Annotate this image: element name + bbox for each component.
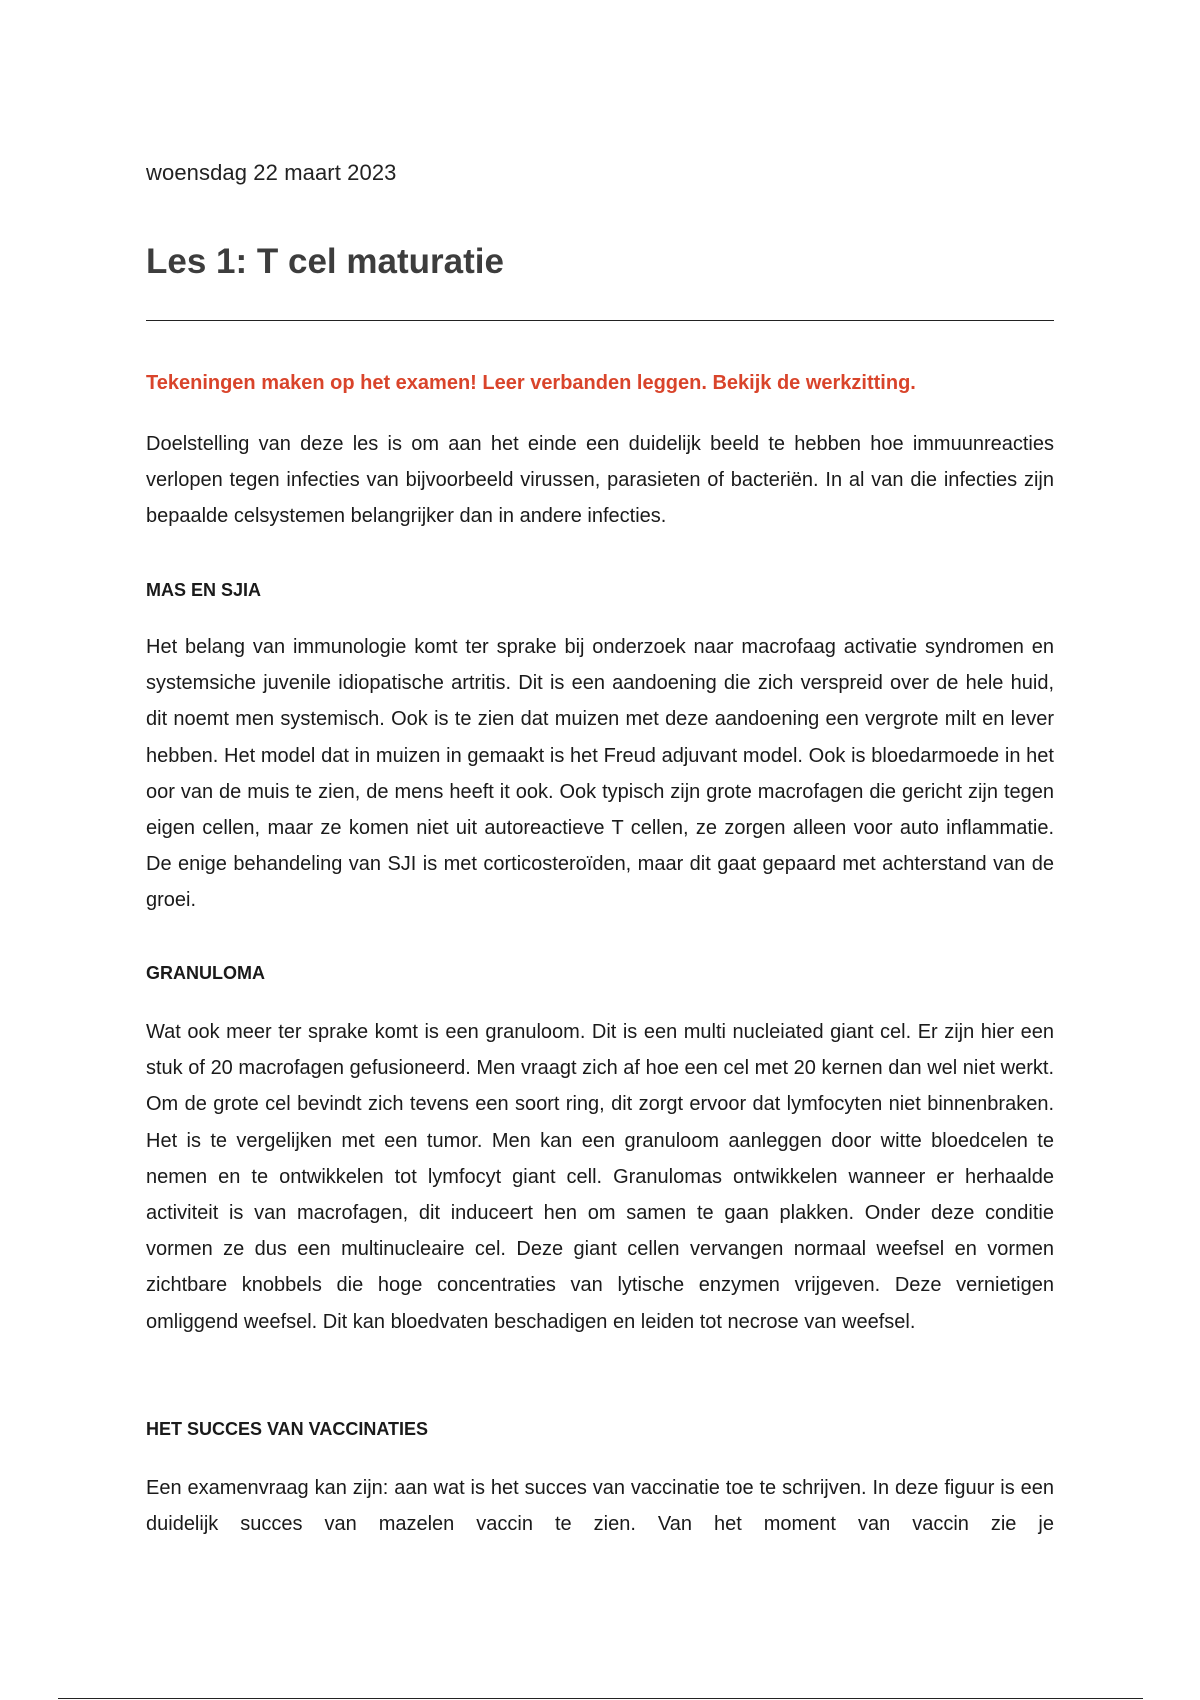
- section-heading-vaccinaties: HET SUCCES VAN VACCINATIES: [146, 1419, 429, 1439]
- section-body-mas-sjia: Het belang van immunologie komt ter sprake bij onderzoek naar macrofaag activatie syndromen en systemsiche juvenile idiopatische artritis. Dit is een aandoening die zich verspreid over de hele huid, dit noemt men systemisch. Ook is te zien dat muizen met deze aandoening een vergrote milt en lever hebben. Het model dat in muizen in gemaakt is het Freud adjuvant model. Ook is bloedarmoede in het oor van de muis te zien, de mens heeft it ook. Ook typisch zijn grote macrofagen die gericht zijn tegen eigen cellen, maar ze komen niet uit autoreactieve T cellen, ze zorgen alleen voor auto inflammatie. De enige behandeling van SJI is met corticosteroïden, maar dit gaat gepaard met achterstand van de groei.: [146, 636, 1054, 912]
- section-body-granuloma: Wat ook meer ter sprake komt is een granuloom. Dit is een multi nucleiated giant cel. Er zijn hier een stuk of 20 macrofagen gefusioneerd. Men vraagt zich af hoe een cel met 20 kernen dan wel niet werkt. Om de grote cel bevindt zich tevens een soort ring, dit zorgt ervoor dat lymfocyten niet binnenbraken. Het is te vergelijken met een tumor. Men kan een granuloom aanleggen door witte bloedcelen te nemen en te ontwikkelen tot lymfocyt giant cell. Granulomas ontwikkelen wanneer er herhaalde activiteit is van macrofagen, dit induceert hen om samen te gaan plakken. Onder deze conditie vormen ze dus een multinucleaire cel. Deze giant cellen vervangen normaal weefsel en vormen zichtbare knobbels die hoge concentraties van lytische enzymen vrijgeven. Deze vernietigen omliggend weefsel. Dit kan bloedvaten beschadigen en leiden tot necrose van weefsel.: [146, 1021, 1054, 1333]
- section-heading-granuloma: GRANULOMA: [146, 963, 265, 983]
- page-title: Les 1: T cel maturatie: [146, 242, 504, 281]
- section-heading-mas-sjia: MAS EN SJIA: [146, 580, 262, 600]
- document-date: woensdag 22 maart 2023: [146, 160, 397, 185]
- page-bottom-divider: [58, 1698, 1143, 1699]
- section-body-vaccinaties: Een examenvraag kan zijn: aan wat is het succes van vaccinatie toe te schrijven. In deze figuur is een duidelijk succes van mazelen vaccin te zien. Van het moment van vaccin zie je: [146, 1477, 1054, 1536]
- title-divider: [146, 320, 1054, 321]
- highlight-note: Tekeningen maken op het examen! Leer verbanden leggen. Bekijk de werkzitting.: [146, 372, 916, 394]
- intro-paragraph: Doelstelling van deze les is om aan het einde een duidelijk beeld te hebben hoe immuunreacties verlopen tegen infecties van bijvoorbeeld virussen, parasieten of bacteriën. In al van die infecties zijn bepaalde celsystemen belangrijker dan in andere infecties.: [146, 433, 1054, 528]
